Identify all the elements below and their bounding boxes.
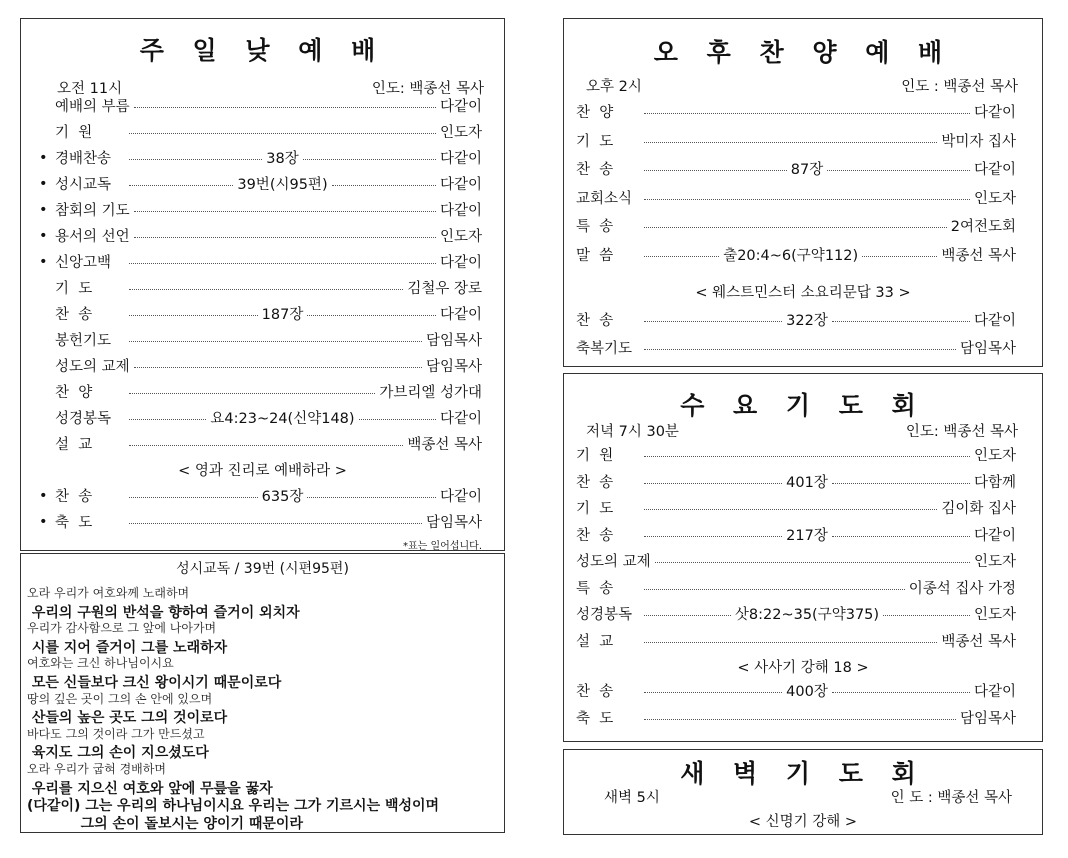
dotted-leader — [129, 523, 422, 524]
order-assignee: 인도자 — [439, 229, 482, 245]
psalm-title: 성시교독 / 39번 (시편95편) — [176, 561, 349, 577]
order-assignee: 이종석 집사 가정 — [908, 580, 1016, 597]
order-assignee: 다같이 — [439, 307, 482, 323]
order-label: 설 교 — [55, 437, 93, 453]
order-label: 찬 송 — [576, 684, 614, 700]
dawn-series: < 신명기 강해 > — [748, 814, 858, 830]
order-label: 기 도 — [576, 501, 614, 517]
order-detail: 400장 — [786, 684, 828, 700]
order-assignee: 김이화 집사 — [941, 501, 1016, 517]
order-detail: 635장 — [261, 489, 304, 505]
afternoon-time: 오후 2시 — [586, 79, 642, 95]
order-assignee: 담임목사 — [959, 711, 1016, 727]
order-label: 축 도 — [576, 711, 614, 727]
stand-marker: • — [39, 227, 48, 244]
psalm-reading-box — [20, 553, 505, 833]
order-label: 축복기도 — [576, 341, 633, 357]
psalm-line: 여호와는 크신 하나님이시요 — [27, 656, 174, 671]
afternoon-closing-list — [576, 19, 1016, 366]
psalm-line: 모든 신들보다 크신 왕이시기 때문이로다 — [27, 675, 282, 691]
psalm-line: 그의 손이 돌보시는 양이기 때문이라 — [27, 815, 303, 832]
order-label: 특 송 — [576, 580, 614, 597]
order-assignee: 인도자 — [973, 607, 1016, 623]
order-label: 성도의 교제 — [55, 359, 130, 375]
order-assignee: 인도자 — [973, 554, 1016, 570]
order-label: 성경봉독 — [576, 607, 633, 623]
order-label: 성시교독 — [55, 177, 112, 193]
order-label: 기 도 — [55, 281, 93, 297]
order-assignee: 다같이 — [973, 527, 1016, 544]
dotted-leader — [644, 692, 782, 693]
psalm-line: 우리를 지으신 여호와 앞에 무릎을 꿇자 — [27, 780, 273, 797]
psalm-line: 산들의 높은 곳도 그의 것이로다 — [27, 710, 228, 727]
order-label: 용서의 선언 — [55, 229, 130, 245]
order-detail: 87장 — [790, 162, 824, 178]
sunday-service-box — [20, 18, 505, 551]
order-label: 찬 송 — [55, 307, 93, 323]
order-assignee: 다같이 — [439, 411, 482, 427]
order-label: 찬 송 — [576, 527, 614, 544]
sunday-title: 주 일 낮 예 배 — [139, 36, 386, 65]
order-assignee: 담임목사 — [959, 341, 1016, 357]
wednesday-leader: 인도: 백종선 목사 — [905, 424, 1018, 440]
order-label: 찬 양 — [55, 385, 93, 401]
stand-marker: • — [39, 513, 48, 530]
order-label: 축 도 — [55, 515, 93, 531]
order-assignee: 다같이 — [439, 99, 482, 115]
order-label: 참회의 기도 — [55, 203, 130, 219]
stand-marker: • — [39, 487, 48, 504]
order-detail: 401장 — [786, 474, 828, 491]
order-row — [576, 337, 1016, 358]
dawn-time: 새벽 5시 — [604, 790, 660, 806]
dotted-leader — [307, 497, 436, 498]
wednesday-time: 저녁 7시 30분 — [586, 424, 679, 440]
order-assignee: 담임목사 — [425, 359, 482, 375]
psalm-line: 우리가 감사함으로 그 앞에 나아가며 — [27, 621, 217, 636]
order-assignee: 다같이 — [439, 489, 482, 505]
sunday-sermon-title: < 영과 진리로 예배하라 > — [178, 463, 347, 479]
order-assignee: 다같이 — [973, 105, 1016, 121]
dawn-title: 새 벽 기 도 회 — [680, 759, 926, 788]
dawn-leader: 인 도 : 백종선 목사 — [890, 790, 1012, 806]
order-detail: 322장 — [786, 313, 828, 329]
standing-note: *표는 일어섭니다. — [403, 541, 482, 552]
sunday-closing-list — [39, 19, 482, 550]
order-label: 성경봉독 — [55, 411, 112, 427]
wednesday-closing-list — [576, 374, 1016, 741]
order-assignee: 인도자 — [973, 190, 1016, 207]
wednesday-title: 수 요 기 도 회 — [680, 391, 926, 420]
psalm-line: 오라 우리가 굽혀 경배하며 — [27, 762, 166, 776]
order-assignee: 다같이 — [973, 313, 1016, 329]
psalm-line: 땅의 깊은 곳이 그의 손 안에 있으며 — [27, 691, 213, 706]
afternoon-title: 오 후 찬 양 예 배 — [653, 38, 953, 67]
afternoon-catechism: < 웨스트민스터 소요리문답 33 > — [695, 285, 911, 301]
order-assignee: 2여전도회 — [950, 219, 1016, 235]
stand-marker: • — [39, 201, 48, 218]
order-assignee: 담임목사 — [425, 333, 482, 349]
order-label: 예배의 부름 — [55, 99, 130, 115]
wednesday-sermon-title: < 사사기 강해 18 > — [737, 660, 869, 676]
order-label: 특 송 — [576, 219, 614, 235]
order-label: 찬 송 — [55, 489, 93, 505]
order-row — [576, 680, 1016, 701]
stand-marker: • — [39, 175, 48, 192]
order-assignee: 다같이 — [973, 684, 1016, 700]
order-label: 말 씀 — [576, 247, 614, 264]
order-label: 기 원 — [576, 448, 614, 464]
order-label: 찬 양 — [576, 105, 614, 121]
sunday-time: 오전 11시 — [57, 81, 123, 97]
order-detail: 187장 — [261, 307, 304, 323]
psalm-line: 육지도 그의 손이 지으셨도다 — [27, 745, 209, 762]
order-assignee: 인도자 — [973, 448, 1016, 464]
order-assignee: 다같이 — [439, 255, 482, 271]
order-detail: 삿8:22~35(구약375) — [734, 607, 880, 623]
order-label: 신앙고백 — [55, 255, 112, 271]
afternoon-service-box — [563, 18, 1043, 367]
order-assignee: 담임목사 — [425, 515, 482, 531]
dotted-leader — [644, 321, 782, 322]
order-label: 찬 송 — [576, 474, 614, 491]
order-label: 기 도 — [576, 133, 614, 150]
stand-marker: • — [39, 149, 48, 166]
order-label: 성도의 교제 — [576, 554, 651, 570]
order-detail: 217장 — [786, 527, 828, 544]
order-assignee: 다같이 — [973, 162, 1016, 178]
dotted-leader — [832, 692, 970, 693]
order-label: 설 교 — [576, 633, 614, 650]
dawn-header — [604, 786, 1012, 807]
sunday-leader: 인도: 백종선 목사 — [371, 81, 484, 97]
order-label: 기 원 — [55, 125, 93, 141]
order-assignee: 박미자 집사 — [941, 133, 1016, 150]
afternoon-leader: 인도 : 백종선 목사 — [901, 79, 1018, 95]
psalm-line: 시를 지어 즐거이 그를 노래하자 — [27, 639, 228, 656]
order-assignee: 다함께 — [973, 474, 1016, 491]
order-detail: 39번(시95편) — [237, 177, 328, 193]
order-assignee: 백종선 목사 — [941, 633, 1016, 650]
psalm-line: (다같이) 그는 우리의 하나님이시요 우리는 그가 기르시는 백성이며 — [27, 798, 440, 815]
order-assignee: 다같이 — [439, 203, 482, 219]
order-row — [576, 707, 1016, 728]
order-assignee: 다같이 — [439, 151, 482, 167]
dotted-leader — [832, 321, 970, 322]
order-assignee: 백종선 목사 — [407, 437, 482, 453]
dotted-leader — [644, 349, 956, 350]
dotted-leader — [129, 497, 258, 498]
order-row — [39, 511, 482, 532]
order-detail: 38장 — [266, 151, 299, 167]
psalm-line: 우리의 구원의 반석을 향하여 즐거이 외치자 — [27, 604, 300, 621]
order-label: 찬 송 — [576, 313, 614, 329]
order-assignee: 인도자 — [439, 125, 482, 141]
order-row — [576, 309, 1016, 330]
order-assignee: 다같이 — [439, 177, 482, 193]
dawn-service-box — [563, 749, 1043, 835]
order-assignee: 김철우 장로 — [407, 281, 482, 297]
order-row — [39, 485, 482, 506]
order-label: 봉헌기도 — [55, 333, 112, 349]
wednesday-service-box — [563, 373, 1043, 742]
order-label: 교회소식 — [576, 190, 633, 207]
order-label: 경배찬송 — [55, 151, 112, 167]
order-assignee: 백종선 목사 — [941, 247, 1017, 264]
order-assignee: 가브리엘 성가대 — [379, 385, 482, 401]
psalm-line: 오라 우리가 여호와께 노래하며 — [27, 586, 190, 600]
psalm-line: 바다도 그의 것이라 그가 만드셨고 — [27, 726, 205, 741]
dotted-leader — [644, 719, 956, 720]
stand-marker: • — [39, 253, 48, 270]
order-detail: 출20:4~6(구약112) — [723, 247, 859, 264]
order-label: 찬 송 — [576, 162, 614, 178]
order-detail: 요4:23~24(신약148) — [210, 411, 355, 427]
